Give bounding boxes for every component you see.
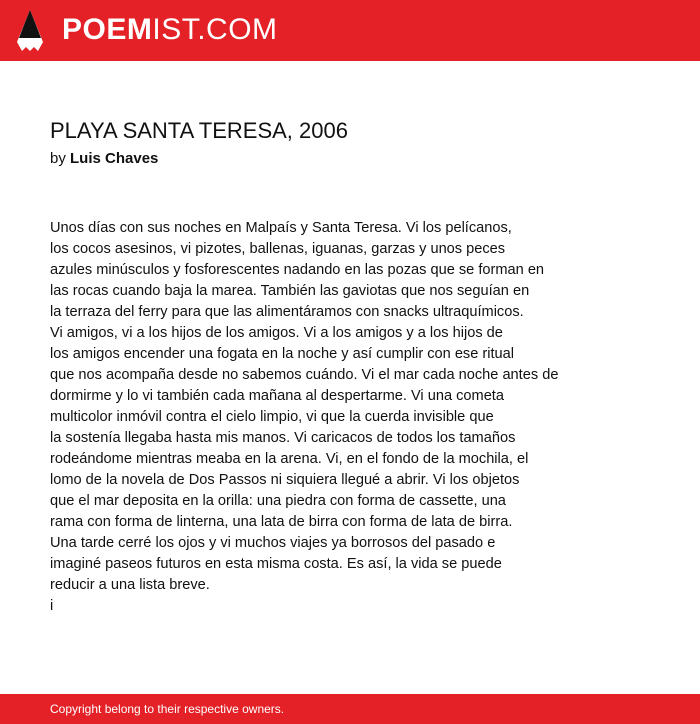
poem-line: que nos acompaña desde no sabemos cuándo. Vi el mar cada noche antes de xyxy=(50,367,559,383)
poem-line: reducir a una lista breve. xyxy=(50,577,210,593)
byline xyxy=(50,150,158,167)
poem-line: azules minúsculos y fosforescentes nadando en las pozas que se forman en xyxy=(50,262,545,278)
poem-line: la terraza del ferry para que las alimentáramos con snacks ultraquímicos. xyxy=(50,304,524,320)
poem-line: los amigos encender una fogata en la noche y así cumplir con ese ritual xyxy=(50,346,515,362)
poem-line: i xyxy=(50,598,54,614)
poem-line: multicolor inmóvil contra el cielo limpio, vi que la cuerda invisible que xyxy=(50,409,494,425)
logo-bold-text: POEM xyxy=(62,13,153,46)
poem-line: que el mar deposita en la orilla: una piedra con forma de cassette, una xyxy=(50,493,506,509)
by-prefix: by xyxy=(50,150,66,167)
poem-line: imaginé paseos futuros en esta misma costa. Es así, la vida se puede xyxy=(50,556,502,572)
poem-line: los cocos asesinos, vi pizotes, ballenas, iguanas, garzas y unos peces xyxy=(50,241,506,257)
site-footer xyxy=(0,694,700,724)
poem-title: PLAYA SANTA TERESA, 2006 xyxy=(50,118,348,143)
poem-line: dormirme y lo vi también cada mañana al despertarme. Vi una cometa xyxy=(50,388,504,404)
poem-line: Unos días con sus noches en Malpaís y Santa Teresa. Vi los pelícanos, xyxy=(50,220,512,236)
poem-line: rama con forma de linterna, una lata de birra con forma de lata de birra. xyxy=(50,514,513,530)
poem-body xyxy=(50,218,670,617)
poem-line: Una tarde cerré los ojos y vi muchos viajes ya borrosos del pasado e xyxy=(50,535,496,551)
poem-line: las rocas cuando baja la marea. También las gaviotas que nos seguían en xyxy=(50,283,530,299)
site-header xyxy=(0,0,700,61)
copyright-notice: Copyright belong to their respective owners. xyxy=(50,702,285,716)
logo-light-text: IST.COM xyxy=(152,13,278,46)
pencil-icon[interactable] xyxy=(16,9,44,52)
site-logo[interactable] xyxy=(62,10,278,50)
poem-line: rodeándome mientras meaba en la arena. Vi, en el fondo de la mochila, el xyxy=(50,451,529,467)
author-name: Luis Chaves xyxy=(70,150,159,167)
poem-line: lomo de la novela de Dos Passos ni siquiera llegué a abrir. Vi los objetos xyxy=(50,472,520,488)
poem-line: Vi amigos, vi a los hijos de los amigos. Vi a los amigos y a los hijos de xyxy=(50,325,503,341)
poem-line: la sostenía llegaba hasta mis manos. Vi caricacos de todos los tamaños xyxy=(50,430,516,446)
